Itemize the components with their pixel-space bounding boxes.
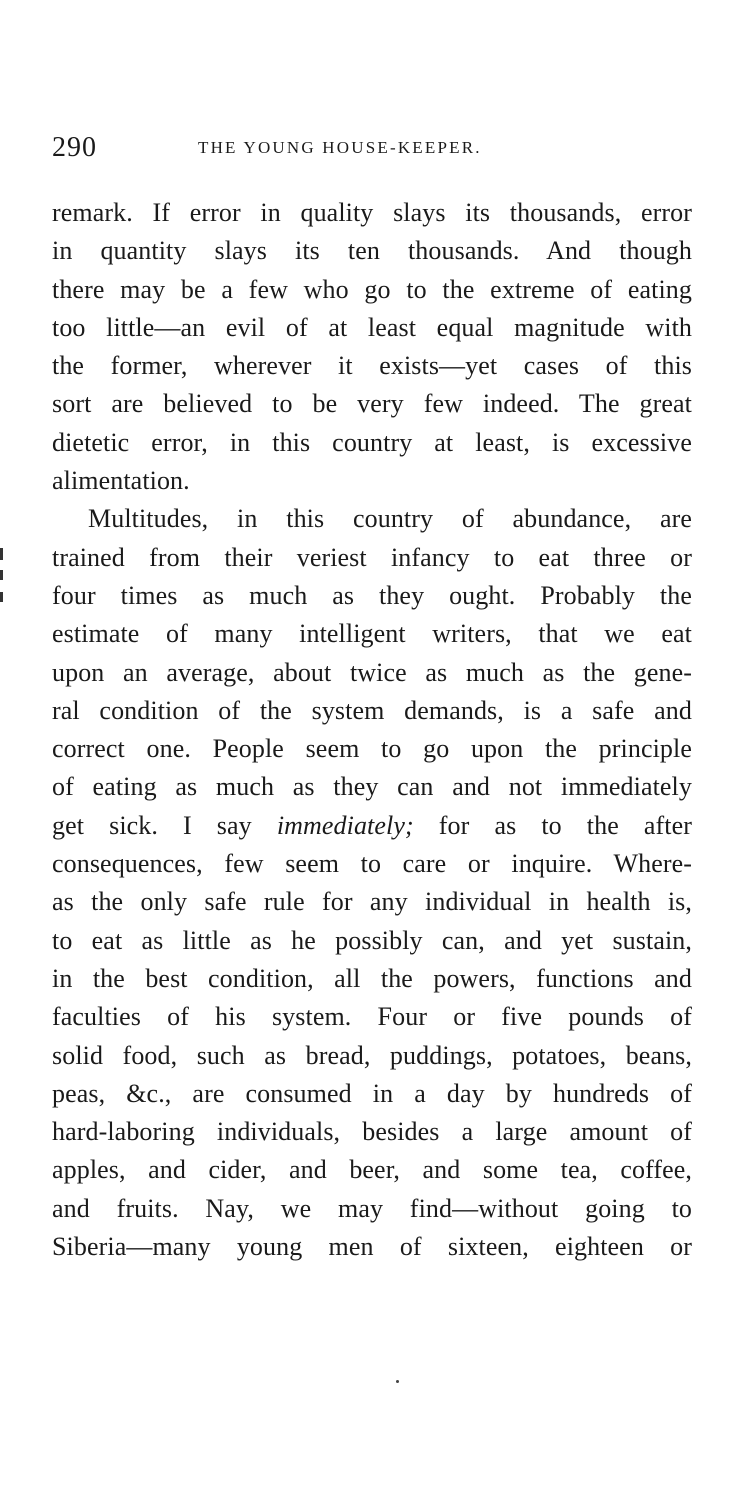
text-line: sort are believed to be very few indeed. The great — [52, 389, 692, 419]
text-line: Siberia—many young men of sixteen, eighteen or — [52, 1232, 692, 1262]
paragraph-start-line: Multitudes, in this country of abundance, are — [88, 504, 692, 534]
text-line: as the only safe rule for any individual in health is, — [52, 887, 692, 917]
text-line: in quantity slays its ten thousands. And though — [52, 236, 692, 266]
text-line: four times as much as they ought. Probably the — [52, 580, 692, 610]
text-line: to eat as little as he possibly can, and yet sustain, — [52, 925, 692, 955]
text-line: faculties of his system. Four or five pounds of — [52, 1002, 692, 1032]
text-line: ral condition of the system demands, is a safe and — [52, 695, 692, 725]
text-line: too little—an evil of at least equal magnitude with — [52, 312, 692, 342]
text-line: of eating as much as they can and not immediately — [52, 772, 692, 802]
text-line: consequences, few seem to care or inquire. Where- — [52, 849, 692, 879]
scan-speck — [396, 1380, 399, 1383]
scan-margin-mark — [0, 570, 3, 580]
text-line: trained from their veriest infancy to eat three or — [52, 542, 692, 572]
text-line: correct one. People seem to go upon the principle — [52, 734, 692, 764]
running-title: THE YOUNG HOUSE-KEEPER. — [198, 138, 482, 157]
text-line: and fruits. Nay, we may find—without going to — [52, 1193, 692, 1223]
text-line: hard-laboring individuals, besides a large amount of — [52, 1117, 692, 1147]
text-fragment: get sick. I say — [52, 810, 252, 840]
page-number: 290 — [52, 132, 97, 163]
text-line: solid food, such as bread, puddings, potatoes, beans, — [52, 1040, 692, 1070]
text-line: apples, and cider, and beer, and some tea, coffee, — [52, 1155, 692, 1185]
paragraph-end-line: alimentation. — [52, 466, 190, 496]
text-line: in the best condition, all the powers, functions and — [52, 963, 692, 993]
scan-margin-mark — [0, 592, 3, 602]
body-text — [52, 194, 692, 1266]
text-line: the former, wherever it exists—yet cases of this — [52, 351, 692, 381]
text-line: upon an average, about twice as much as the gene- — [52, 657, 692, 687]
italic-emphasis: immediately; — [276, 810, 414, 840]
text-line: estimate of many intelligent writers, that we eat — [52, 619, 692, 649]
text-line: there may be a few who go to the extreme of eating — [52, 274, 692, 304]
text-line-with-italic — [52, 807, 692, 845]
text-line: dietetic error, in this country at least, is excessive — [52, 427, 692, 457]
running-header — [52, 132, 702, 172]
text-line: peas, &c., are consumed in a day by hundreds of — [52, 1078, 692, 1108]
scan-margin-mark — [0, 548, 3, 560]
text-fragment: for as to the after — [438, 810, 693, 840]
text-line: remark. If error in quality slays its thousands, error — [52, 198, 692, 227]
